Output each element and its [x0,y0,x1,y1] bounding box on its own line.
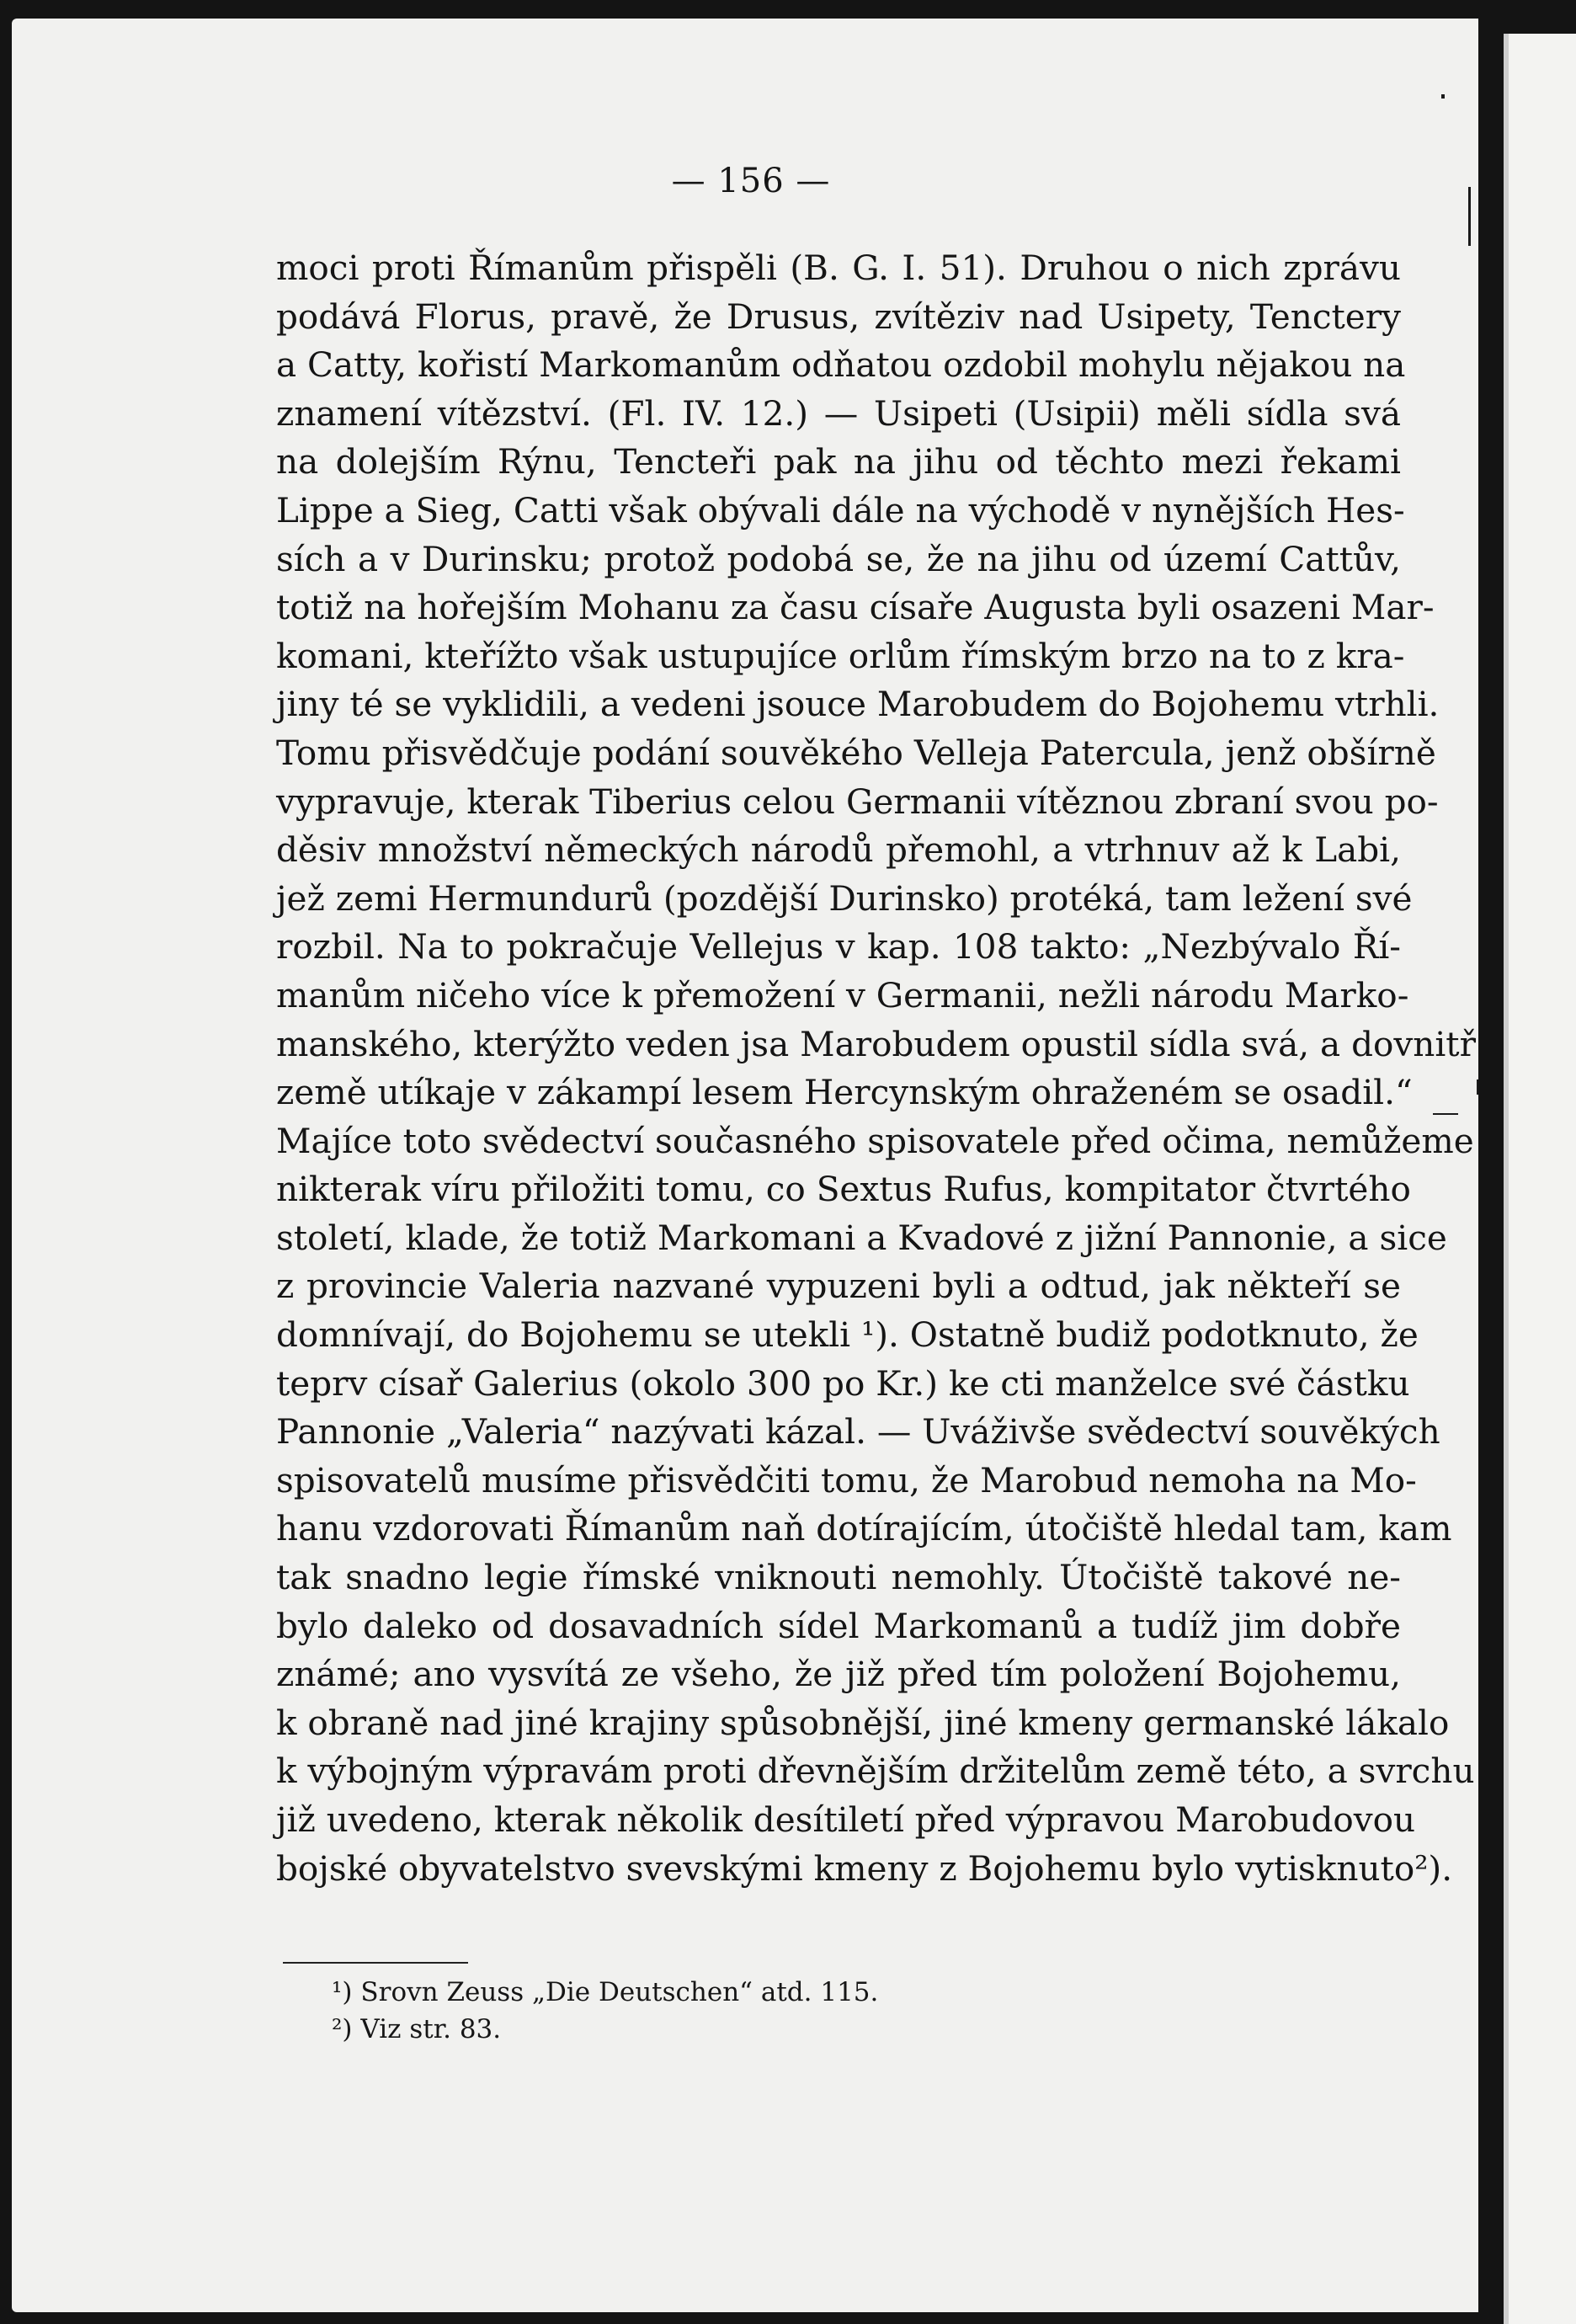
text-line: moci proti Římanům přispěli (B. G. I. 51). Druhou o nich zprávu [276,248,1401,288]
book-page [12,19,1490,2312]
footnote-text: Srovn Zeuss „Die Deutschen“ atd. 115. [360,1977,879,2007]
scan-speck [1468,187,1471,246]
text-line: k obraně nad jiné krajiny spůsobnější, jiné kmeny germanské lákalo [276,1702,1450,1743]
text-line: jiny té se vyklidili, a vedeni jsouce Marobudem do Bojohemu vtrhli. [276,684,1440,725]
text-line: tak snadno legie římské vniknouti nemohly. Útočiště takové ne- [276,1557,1401,1598]
text-line: Majíce toto svědectví současného spisovatele před očima, nemůžeme [276,1120,1474,1161]
footnote [332,2011,1089,2048]
text-line: na dolejším Rýnu, Tencteři pak na jihu od těchto mezi řekami [276,441,1401,482]
text-line: znamení vítězství. (Fl. IV. 12.) — Usipeti (Usipii) měli sídla svá [276,392,1401,434]
text-line: rozbil. Na to pokračuje Vellejus v kap. 108 takto: „Nezbývalo Ří- [276,926,1401,967]
text-line: bojské obyvatelstvo svevskými kmeny z Bojohemu bylo vytisknuto²). [276,1847,1453,1889]
text-line: manského, kterýžto veden jsa Marobudem opustil sídla svá, a dovnitř [276,1023,1476,1064]
footnote-text: Viz str. 83. [360,2014,502,2044]
page-spine [1478,19,1504,2324]
text-line: komani, kteřížto však ustupujíce orlům římským brzo na to z kra- [276,635,1405,676]
text-line: Lippe a Sieg, Catti však obývali dále na východě v nynějších Hes- [276,489,1405,530]
facing-page-border [1504,34,1509,2324]
text-line: spisovatelů musíme přisvědčiti tomu, že Marobud nemoha na Mo- [276,1459,1417,1500]
text-line: jež zemi Hermundurů (pozdější Durinsko) protéká, tam ležení své [276,877,1413,919]
text-line: k výbojným výpravám proti dřevnějším držitelům země této, a svrchu [276,1751,1475,1792]
text-line: století, klade, že totiž Markomani a Kvadové z jižní Pannonie, a sice [276,1217,1447,1258]
text-line: známé; ano vysvítá ze všeho, že již před tím položení Bojohemu, [276,1654,1401,1695]
footnote [332,1974,1089,2011]
text-line: podává Florus, pravě, že Drusus, zvítěziv nad Usipety, Tenctery [276,296,1401,337]
facing-page-edge [1504,34,1576,2324]
text-line: totiž na hořejším Mohanu za času císaře Augusta byli osazeni Mar- [276,587,1435,628]
text-line: země utíkaje v zákampí lesem Hercynským ohraženém se osadil.“ [276,1072,1413,1113]
text-line: děsiv množství německých národů přemohl, a vtrhnuv až k Labi, [276,829,1401,871]
text-line: bylo daleko od dosavadních sídel Markomanů a tudíž jim dobře [276,1605,1401,1646]
text-line: domnívají, do Bojohemu se utekli ¹). Ostatně budiž podotknuto, že [276,1314,1419,1356]
page-number: — 156 — [671,162,831,200]
text-line: vypravuje, kterak Tiberius celou Germanii vítěznou zbraní svou po- [276,781,1439,822]
text-line: nikterak víru přiložiti tomu, co Sextus Rufus, kompitator čtvrtého [276,1169,1411,1210]
text-line: sích a v Durinsku; protož podobá se, že na jihu od území Cattův, [276,538,1401,579]
text-line: hanu vzdorovati Římanům naň dotírajícím, útočiště hledal tam, kam [276,1508,1452,1549]
text-line: Tomu přisvědčuje podání souvěkého Velleja Patercula, jenž obšírně [276,732,1436,773]
text-line: manům ničeho více k přemožení v Germanii, nežli národu Marko- [276,974,1409,1015]
scan-speck [1441,94,1445,99]
footnote-mark: ¹) [332,1977,353,2007]
footnotes [332,1974,1089,2048]
scan-speck [1433,1113,1458,1115]
text-line: již uvedeno, kterak několik desítiletí před výpravou Marobudovou [276,1799,1416,1840]
text-line: teprv císař Galerius (okolo 300 po Kr.) ke cti manželce své částku [276,1362,1410,1404]
body-text [276,244,1476,1893]
text-line: z provincie Valeria nazvané vypuzeni byli a odtud, jak někteří se [276,1266,1401,1307]
footnote-rule [283,1962,468,1964]
text-line: Pannonie „Valeria“ nazývati kázal. — Uváživše svědectví souvěkých [276,1411,1440,1452]
footnote-mark: ²) [332,2014,353,2044]
text-line: a Catty, kořistí Markomanům odňatou ozdobil mohylu nějakou na [276,344,1406,386]
